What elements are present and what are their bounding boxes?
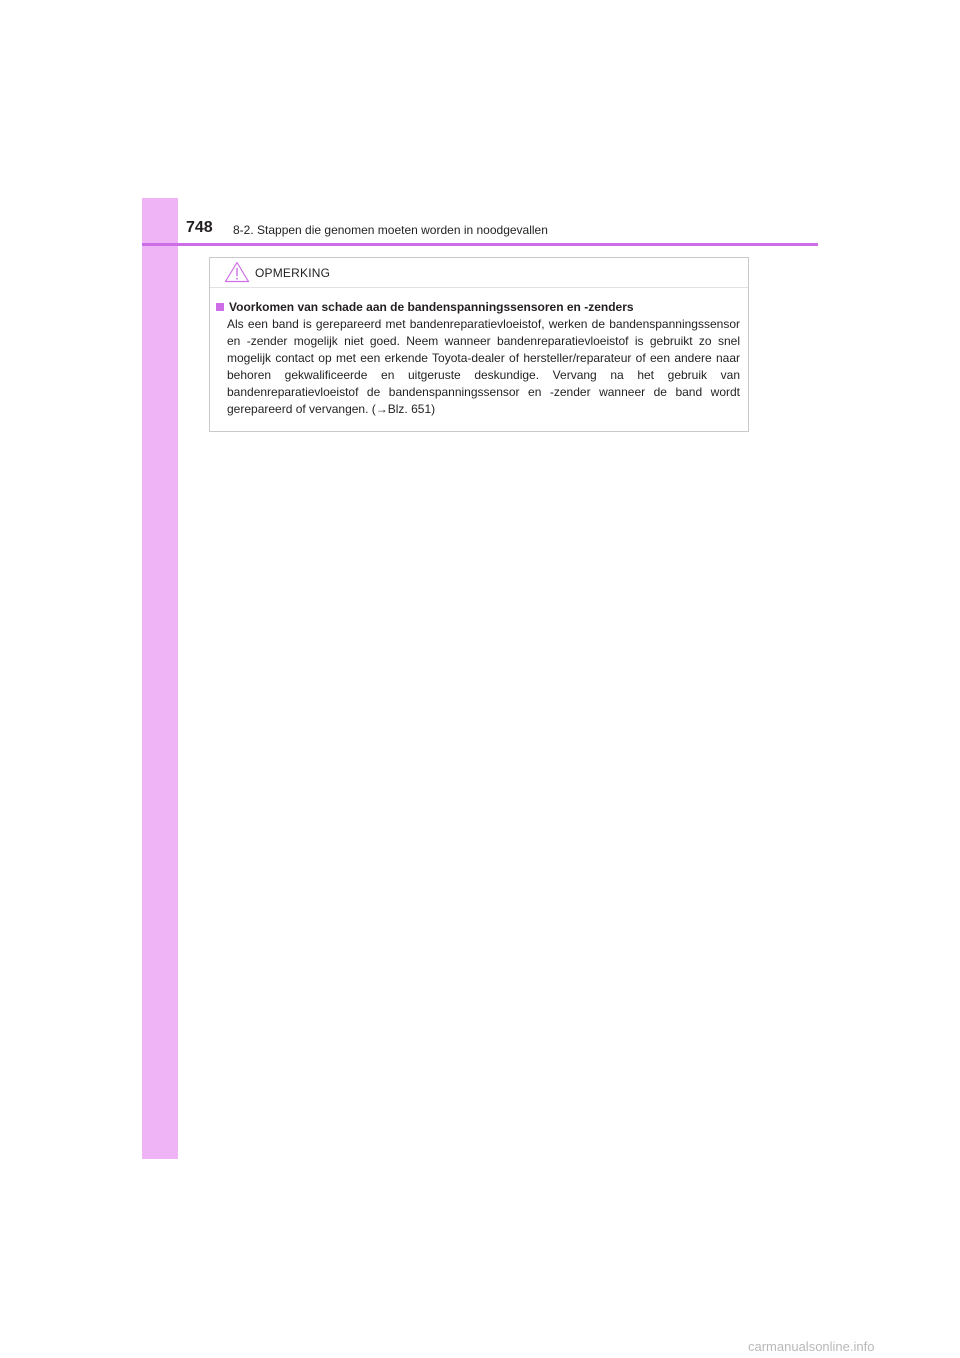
square-bullet-icon	[216, 303, 224, 311]
page-number: 748	[186, 219, 213, 236]
item-text-main: Als een band is gerepareerd met bandenreparatievloeistof, werken de bandenspanningssensor en -zender mogelijk niet goed. Neem wanneer bandenreparatievloeistof is gebruikt zo snel mogelijk contact op met een erkende Toyota-dealer of hersteller/reparateur of een andere naar behoren gekwalificeerde en uitgeruste deskundige. Vervang na het gebruik van bandenreparatievloeistof de bandenspanningssensor en -zender wanneer de band wordt gerepareerd of vervangen. (	[227, 317, 740, 416]
notice-header	[210, 258, 748, 288]
notice-body	[216, 299, 740, 418]
page-reference: Blz. 651)	[387, 402, 436, 416]
arrow-right-icon: →	[375, 402, 388, 416]
item-heading	[216, 299, 740, 315]
watermark: carmanualsonline.info	[748, 1339, 875, 1354]
notice-box	[209, 257, 749, 432]
chapter-side-strip	[142, 198, 178, 1159]
header-rule	[142, 243, 818, 246]
warning-triangle-icon	[224, 261, 250, 283]
section-title: 8-2. Stappen die genomen moeten worden in noodgevallen	[233, 223, 548, 237]
notice-title: OPMERKING	[255, 266, 331, 280]
item-text	[227, 316, 740, 418]
item-heading-text: Voorkomen van schade aan de bandenspanningssensoren en -zenders	[229, 300, 634, 314]
